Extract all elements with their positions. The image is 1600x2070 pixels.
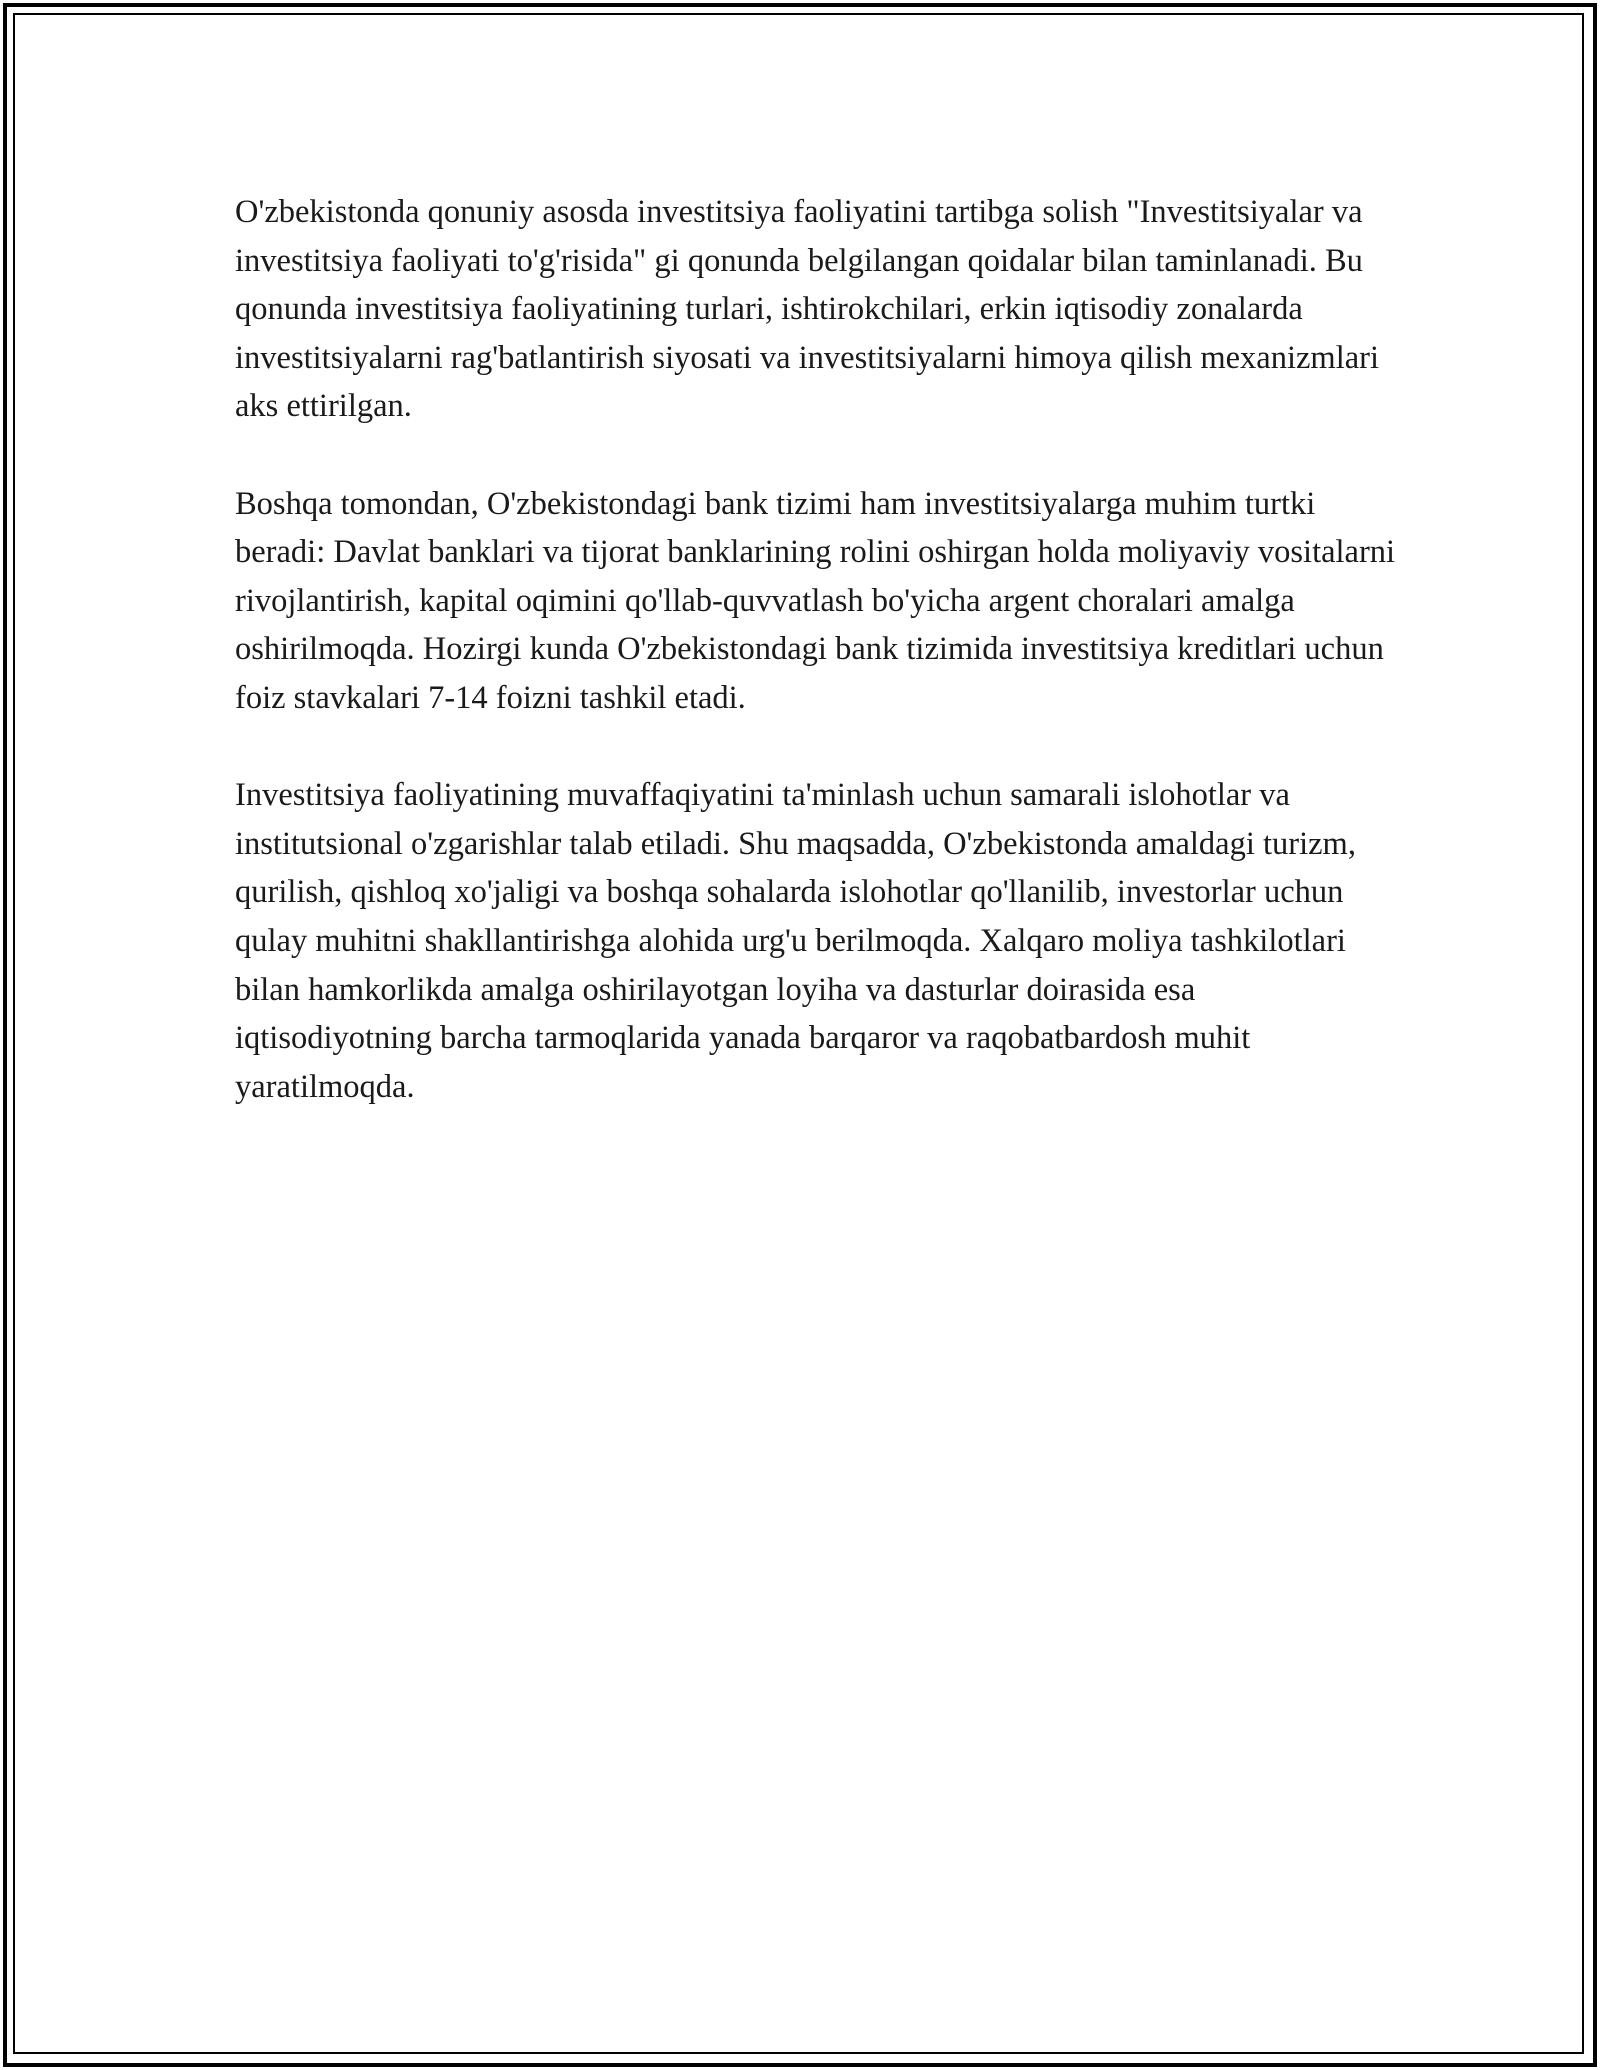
document-body	[235, 188, 1400, 1160]
paragraph-reforms: Investitsiya faoliyatining muvaffaqiyatini ta'minlash uchun samarali islohotlar va institutsional o'zgarishlar talab etiladi. Shu maqsadda, O'zbekistonda amaldagi turizm, qurilish, qishloq xo'jaligi va boshqa sohalarda islohotlar qo'llanilib, investorlar uchun qulay muhitni shakllantirishga alohida urg'u berilmoqda. Xalqaro moliya tashkilotlari bilan hamkorlikda amalga oshirilayotgan loyiha va dasturlar doirasida esa iqtisodiyotning barcha tarmoqlarida yanada barqaror va raqobatbardosh muhit yaratilmoqda.	[235, 777, 1356, 1105]
paragraph-banking-system: Boshqa tomondan, O'zbekistondagi bank tizimi ham investitsiyalarga muhim turtki beradi: Davlat banklari va tijorat banklarining rolini oshirgan holda moliyaviy vositalarni rivojlantirish, kapital oqimini qo'llab-quvvatlash bo'yicha argent choralari amalga oshirilmoqda. Hozirgi kunda O'zbekistondagi bank tizimida investitsiya kreditlari uchun foiz stavkalari 7-14 foizni tashkil etadi.	[235, 485, 1396, 716]
paragraph-legal-basis: O'zbekistonda qonuniy asosda investitsiya faoliyatini tartibga solish "Investitsiyalar va investitsiya faoliyati to'g'risida" gi qonunda belgilangan qoidalar bilan taminlanadi. Bu qonunda investitsiya faoliyatining turlari, ishtirokchilari, erkin iqtisodiy zonalarda investitsiyalarni rag'batlantirish siyosati va investitsiyalarni himoya qilish mexanizmlari aks ettirilgan.	[235, 194, 1380, 425]
